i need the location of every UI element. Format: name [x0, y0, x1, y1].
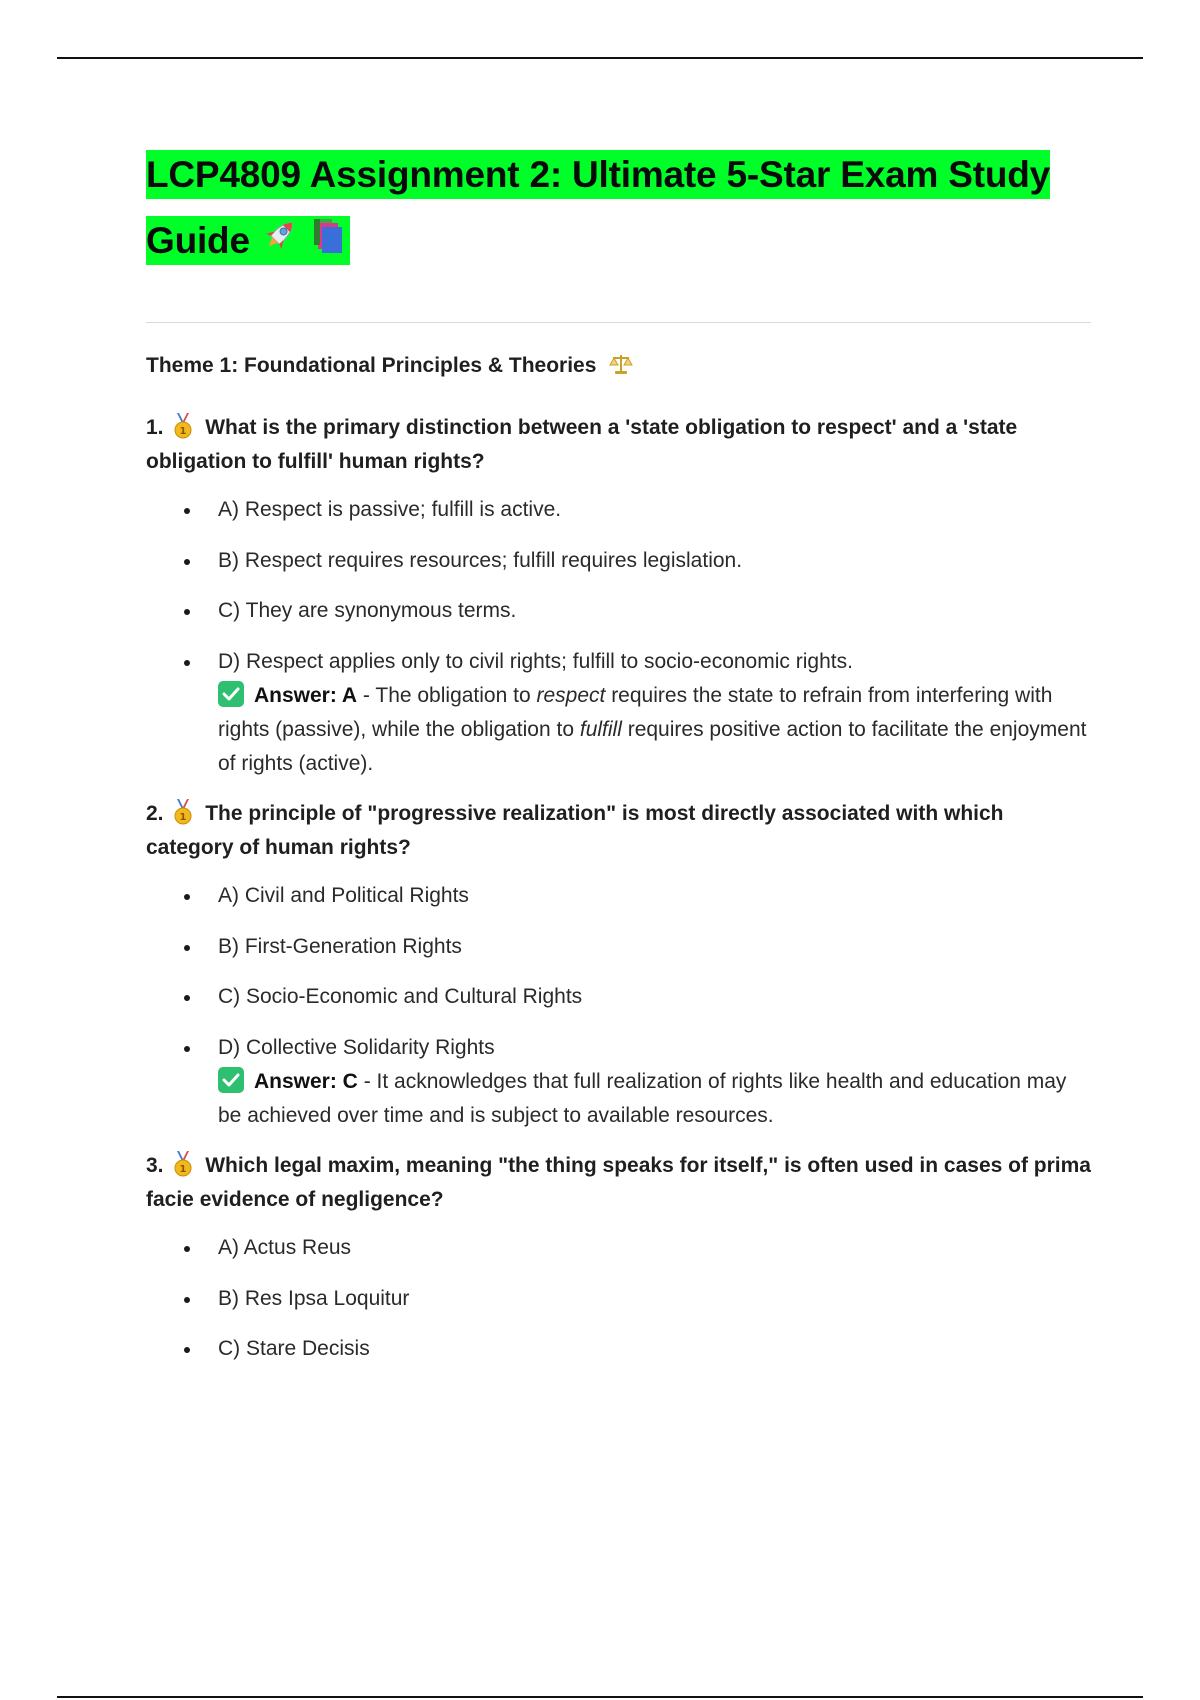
option-b: [146, 1282, 1091, 1316]
bullet: [184, 559, 190, 565]
option-text: A) Actus Reus: [218, 1236, 352, 1260]
svg-text:1: 1: [179, 1164, 187, 1176]
medal-icon: [173, 799, 193, 825]
scales-icon: [608, 352, 634, 385]
bullet: [184, 1347, 190, 1353]
answer-explanation: [218, 1065, 1091, 1133]
svg-text:1: 1: [179, 812, 187, 824]
question-number: 2.: [146, 802, 164, 826]
answer-label: Answer: A: [254, 683, 358, 707]
check-mark-icon: [218, 1067, 244, 1093]
option-c: [146, 1332, 1091, 1366]
bullet: [184, 894, 190, 900]
option-text: C) Socio-Economic and Cultural Rights: [218, 985, 583, 1009]
option-d: [146, 1031, 1091, 1133]
bullet: [184, 660, 190, 666]
option-a: [146, 1231, 1091, 1265]
answer-emphasis: respect: [536, 683, 606, 707]
option-c: [146, 980, 1091, 1014]
theme-heading: [146, 351, 1091, 385]
option-text: C) They are synonymous terms.: [218, 599, 517, 623]
title-line-1: LCP4809 Assignment 2: Ultimate 5-Star Exam Study: [146, 154, 1051, 195]
bullet: [184, 508, 190, 514]
check-mark-icon: [218, 681, 244, 707]
bullet: [184, 1297, 190, 1303]
options-list: [146, 1231, 1091, 1366]
answer-emphasis: fulfill: [579, 717, 622, 741]
question-2: [146, 797, 1091, 865]
answer-label: Answer: C: [254, 1069, 358, 1093]
books-icon: [306, 210, 350, 276]
medal-icon: [173, 1151, 193, 1177]
option-b: [146, 930, 1091, 964]
option-c: [146, 594, 1091, 628]
option-b: [146, 544, 1091, 578]
title-line-2: Guide: [146, 220, 250, 261]
document-title: [146, 142, 1091, 276]
question-number: 3.: [146, 1154, 164, 1178]
bullet: [184, 995, 190, 1001]
question-3: [146, 1149, 1091, 1217]
options-list: [146, 493, 1091, 781]
option-text: A) Respect is passive; fulfill is active.: [218, 498, 562, 522]
section-divider: [146, 322, 1091, 323]
medal-icon: [173, 413, 193, 439]
option-text: B) First-Generation Rights: [218, 934, 462, 958]
question-1: [146, 411, 1091, 479]
bullet: [184, 1246, 190, 1252]
page-bottom-rule: [57, 1696, 1143, 1698]
rocket-icon: [260, 210, 300, 276]
title-highlight: [146, 150, 1050, 265]
option-text: D) Respect applies only to civil rights; fulfill to socio-economic rights.: [218, 649, 853, 673]
question-text: The principle of "progressive realization" is most directly associated with which category of human rights?: [146, 802, 1004, 860]
answer-text: requires the state to refrain from interfering with rights (passive), while the obligation to: [218, 683, 1053, 741]
svg-text:1: 1: [179, 426, 187, 438]
option-a: [146, 493, 1091, 527]
option-text: B) Respect requires resources; fulfill requires legislation.: [218, 548, 743, 572]
answer-explanation: [218, 679, 1091, 781]
theme-title: Theme 1: Foundational Principles & Theories: [146, 354, 597, 378]
answer-text: - The obligation to: [357, 683, 537, 707]
options-list: [146, 879, 1091, 1133]
bullet: [184, 609, 190, 615]
question-number: 1.: [146, 416, 164, 440]
option-a: [146, 879, 1091, 913]
option-text: C) Stare Decisis: [218, 1337, 370, 1361]
option-text: B) Res Ipsa Loquitur: [218, 1286, 410, 1310]
page-top-rule: [57, 57, 1143, 59]
option-text: D) Collective Solidarity Rights: [218, 1035, 495, 1059]
document-body: [146, 142, 1091, 1383]
bullet: [184, 1046, 190, 1052]
answer-text: requires positive action to facilitate the enjoyment of rights (active).: [218, 717, 1087, 775]
question-text: What is the primary distinction between a 'state obligation to respect' and a 'state obligation to fulfill' human rights?: [146, 416, 1018, 474]
bullet: [184, 945, 190, 951]
answer-text: - It acknowledges that full realization of rights like health and education may be achieved over time and is subject to available resources.: [218, 1069, 1067, 1127]
option-d: [146, 645, 1091, 781]
option-text: A) Civil and Political Rights: [218, 884, 469, 908]
question-text: Which legal maxim, meaning "the thing speaks for itself," is often used in cases of prima facie evidence of negligence?: [146, 1154, 1091, 1212]
